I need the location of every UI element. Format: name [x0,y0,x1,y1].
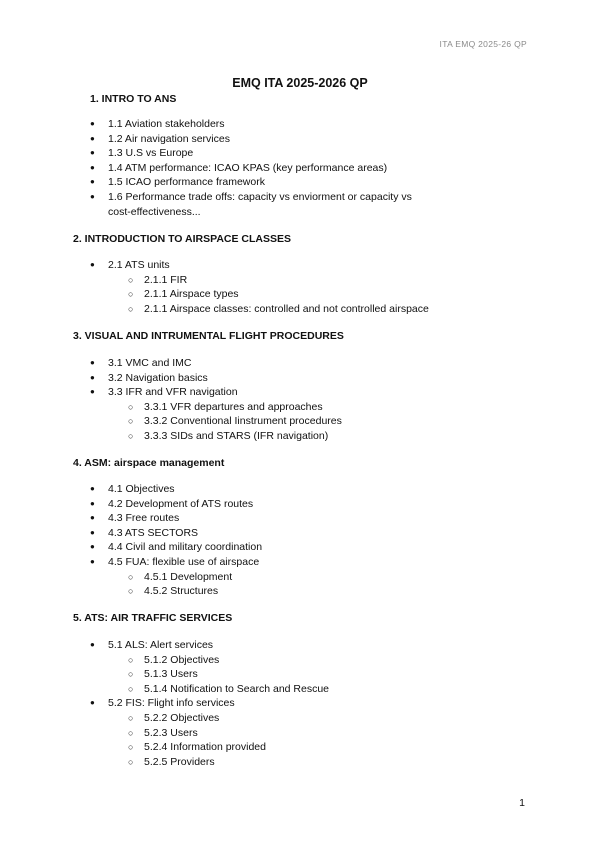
list-item-text: 5.1 ALS: Alert services [108,639,214,651]
document-title: EMQ ITA 2025-2026 QP [232,76,368,90]
section-heading-5: 5. ATS: AIR TRAFFIC SERVICES [73,612,233,624]
sub-list-item: ○ 5.2.3 Users [108,726,473,741]
sub-list-item: ○ 5.1.3 Users [108,667,473,682]
list-item: ● 3.1 VMC and IMC [73,356,473,371]
list-item: ● 1.2 Air navigation services [73,132,473,147]
list-item [73,385,473,443]
sub-list-item: ○ 5.2.5 Providers [108,755,473,770]
list-item: ● 1.4 ATM performance: ICAO KPAS (key performance areas) [73,161,473,176]
list-item-text: 2.1 ATS units [108,259,170,271]
section-1-list [73,117,473,219]
sub-list-item: ○ 5.2.4 Information provided [108,740,473,755]
section-4-list [73,482,473,599]
list-item: ● 4.2 Development of ATS routes [73,497,473,512]
page-number: 1 [519,797,525,809]
list-item: ● 1.6 Performance trade offs: capacity vs enviorment or capacity vs cost-effectiveness... [73,190,418,219]
sub-list-item: ○ 2.1.1 FIR [108,273,473,288]
section-3-list [73,356,473,444]
list-item: ● 3.2 Navigation basics [73,371,473,386]
list-item [73,638,473,696]
list-item: ● 1.5 ICAO performance framework [73,175,473,190]
sub-list [108,711,473,769]
section-heading-1: 1. INTRO TO ANS [90,93,177,105]
sub-list-item: ○ 5.2.2 Objectives [108,711,473,726]
sub-list-item: ○ 2.1.1 Airspace classes: controlled and not controlled airspace [108,302,473,317]
sub-list-item: ○ 3.3.3 SIDs and STARS (IFR navigation) [108,429,473,444]
list-item [73,696,473,769]
list-item: ● 1.3 U.S vs Europe [73,146,473,161]
running-header: ITA EMQ 2025-26 QP [439,39,527,49]
list-item: ● 4.1 Objectives [73,482,473,497]
section-heading-4: 4. ASM: airspace management [73,457,225,469]
sub-list [108,273,473,317]
list-item-text: 3.3 IFR and VFR navigation [108,386,238,399]
sub-list [108,570,473,599]
list-item-text: 4.5 FUA: flexible use of airspace [108,555,260,568]
sub-list-item: ○ 2.1.1 Airspace types [108,287,473,302]
sub-list-item: ○ 5.1.2 Objectives [108,653,473,668]
list-item: ● 1.1 Aviation stakeholders [73,117,473,132]
sub-list-item: ○ 4.5.2 Structures [108,584,473,599]
list-item [73,555,473,599]
sub-list-item: ○ 3.3.2 Conventional Iinstrument procedures [108,414,473,429]
list-item: ● 4.3 ATS SECTORS [73,526,473,541]
sub-list-item: ○ 5.1.4 Notification to Search and Rescue [108,682,473,697]
sub-list-item: ○ 3.3.1 VFR departures and approaches [108,400,473,415]
sub-list [108,400,473,444]
list-item: ● 4.4 Civil and military coordination [73,540,473,555]
list-item [73,258,473,316]
sub-list-item: ○ 4.5.1 Development [108,570,473,585]
section-heading-3: 3. VISUAL AND INTRUMENTAL FLIGHT PROCEDURES [73,330,344,342]
section-2-list [73,258,473,316]
section-5-list [73,638,473,769]
sub-list [108,653,473,697]
section-heading-2: 2. INTRODUCTION TO AIRSPACE CLASSES [73,233,291,245]
list-item-text: 5.2 FIS: Flight info services [108,697,235,710]
list-item: ● 4.3 Free routes [73,511,473,526]
